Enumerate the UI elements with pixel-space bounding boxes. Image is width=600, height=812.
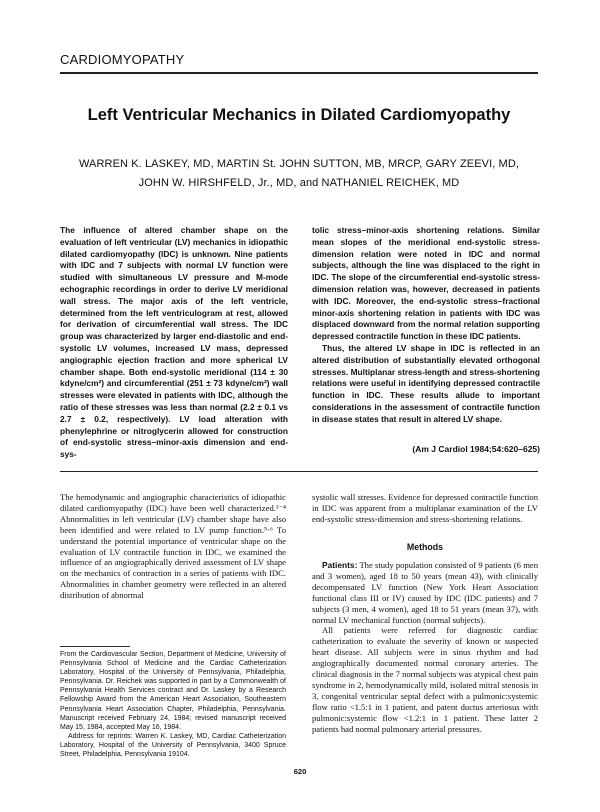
- intro-paragraph: systolic wall stresses. Evidence for depressed contractile function in IDC was apparent from a multiplanar examination of the LV end-systolic stress-dimension and stress-shortening relations.: [312, 492, 538, 524]
- author-line-2: JOHN W. HIRSHFELD, Jr., MD, and NATHANIEL REICHEK, MD: [138, 177, 460, 189]
- abstract-paragraph: Thus, the altered LV shape in IDC is reflected in an altered distribution of substantially elevated orthogonal stresses. Multiplanar stress-length and stress-shortening relations were useful in identifying depressed contractile function in IDC. These results allude to important considerations in the assessment of contractile function in disease states that result in altered LV shape.: [312, 342, 540, 424]
- footnotes: [60, 650, 286, 759]
- methods-section: [312, 560, 538, 735]
- methods-paragraph: All patients were referred for diagnostic cardiac catheterization to evaluate the severity of known or suspected heart disease. All subjects were in sinus rhythm and had angiographically documented normal coronary arteries. The clinical diagnosis in the 7 normal subjects was atypical chest pain syndrome in 2, hemodynamically mild, isolated mitral stenosis in 3, congenital ventricular septal defect with a pulmonic:systemic flow ratio <1.5:1 in 1 patient, and patent ductus arteriosus with pulmonic:systemic flow <1.2:1 in 1 patient. These latter 2 patients had normal pulmonary arterial pressures.: [312, 625, 538, 734]
- intro-paragraph: The hemodynamic and angiographic characteristics of idiopathic dilated cardiomyopathy (IDC) have been well characterized.¹⁻⁴ Abnormalities in left ventricular (LV) chamber shape have also been identified and were related to LV pump function.⁵·⁶ To understand the potential importance of ventricular shape on the evaluation of LV contractile function in IDC, we examined the influence of an angiographically derived assessment of LV shape on the mechanics of contraction in a series of patients with IDC. Abnormalities in chamber geometry were reflected in an altered distribution of abnormal: [60, 492, 286, 601]
- article-title: Left Ventricular Mechanics in Dilated Cardiomyopathy: [87, 106, 511, 124]
- methods-heading: Methods: [406, 542, 444, 552]
- reprints-footnote: Address for reprints: Warren K. Laskey, MD, Cardiac Catheterization Laboratory, Hospital of the University of Pennsylvania, 3400 Spruce Street, Philadelphia, Pennsylvania 19104.: [60, 732, 286, 759]
- page-number: 620: [293, 767, 307, 776]
- abstract-right-column: [312, 225, 540, 426]
- abstract-left-column: [60, 225, 288, 461]
- author-list: [60, 155, 538, 193]
- section-label: CARDIOMYOPATHY: [60, 52, 185, 67]
- intro-right-column: [312, 492, 538, 525]
- methods-paragraph: [312, 560, 538, 625]
- intro-left-column: [60, 492, 286, 601]
- abstract-divider: [60, 471, 538, 472]
- footnote-rule: [60, 646, 130, 647]
- abstract-paragraph: tolic stress–minor-axis shortening relations. Similar mean slopes of the meridional end-systolic stress-dimension relation were noted in IDC and normal subjects, although the line was displaced to the right in IDC. The slope of the circumferential end-systolic stress-dimension relation was, however, decreased in patients with IDC. Moreover, the end-systolic stress–fractional minor-axis shortening relation in patients with IDC was displaced downward from the normal relation supporting depressed contractile function in these IDC patients.: [312, 225, 540, 342]
- affiliation-footnote: From the Cardiovascular Section, Department of Medicine, University of Pennsylvania School of Medicine and the Cardiac Catheterization Laboratory, Hospital of the University of Pennsylvania, Philadelphia, Pennsylvania. Dr. Reichek was supported in part by a Commonwealth of Pennsylvania Health Services contract and Dr. Laskey by a Research Fellowship Award from the American Heart Association, Southeastern Pennsylvania Heart Association Chapter, Philadelphia, Pennsylvania. Manuscript received February 24, 1984; revised manuscript received May 15, 1984, accepted May 16, 1984.: [60, 651, 286, 731]
- section-rule: [60, 72, 538, 74]
- journal-citation: (Am J Cardiol 1984;54:620–625): [412, 444, 540, 454]
- abstract-paragraph: The influence of altered chamber shape on the evaluation of left ventricular (LV) mechanics in idiopathic dilated cardiomyopathy (IDC) is unknown. Nine patients with IDC and 7 subjects with normal LV function were studied with simultaneous LV pressure and M-mode echographic recordings in order to derive LV meridional wall stress. The major axis of the left ventricle, determined from the left ventriculogram at rest, allowed for derivation of circumferential wall stress. The IDC group was characterized by larger end-diastolic and end-systolic LV volumes, increased LV mass, depressed angiographic ejection fraction and more spherical LV chamber shape. Both end-systolic meridional (114 ± 30 kdyne/cm²) and circumferential (251 ± 73 kdyne/cm²) wall stresses were elevated in patients with IDC, although the ratio of these stresses was less than normal (2.2 ± 0.1 vs 2.7 ± 0.2, respectively). LV load alteration with phenylephrine or nitroglycerin allowed for construction of end-systolic stress–minor-axis dimension and end-sys-: [60, 225, 288, 460]
- author-line-1: WARREN K. LASKEY, MD, MARTIN St. JOHN SUTTON, MB, MRCP, GARY ZEEVI, MD,: [78, 158, 520, 170]
- methods-paragraph-text: The study population consisted of 9 patients (6 men and 3 women), aged 18 to 50 years (mean 43), with clinically decompensated LV function (New York Heart Association functional class III or IV) caused by IDC (IDC patients) and 7 subjects (3 men, 4 women), aged 18 to 51 years (mean 37), with normal LV mechanical function (normal subjects).: [312, 560, 538, 625]
- patients-run-head: Patients:: [322, 560, 358, 570]
